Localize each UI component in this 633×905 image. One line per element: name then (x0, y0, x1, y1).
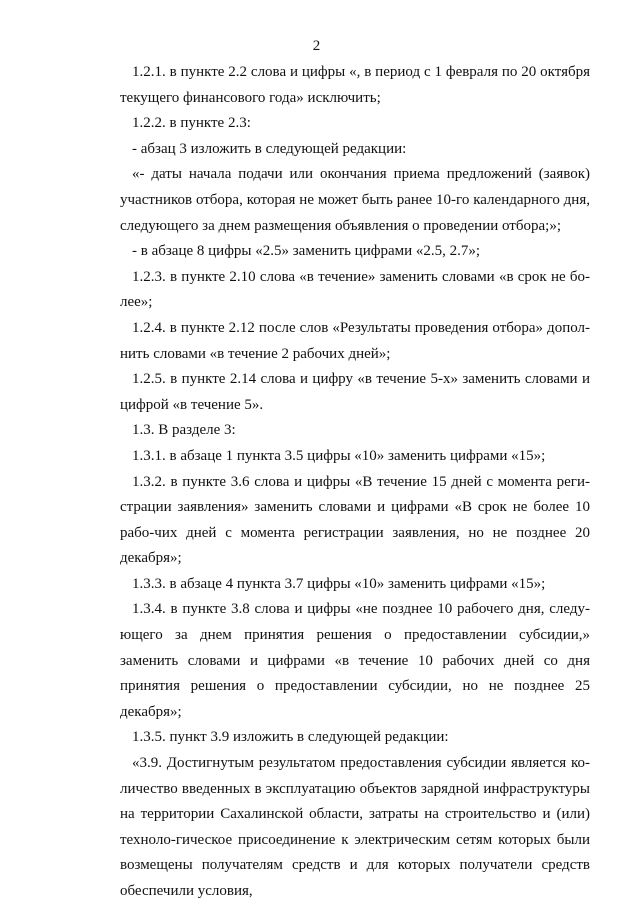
paragraph-1-2-2: 1.2.2. в пункте 2.3: (132, 115, 251, 132)
paragraph-1-2-4: 1.2.4. в пункте 2.12 после слов «Результаты проведения отбора» допол-нить словами «в течение 2 рабочих дней»; (120, 319, 590, 362)
paragraph-1-2-5: 1.2.5. в пункте 2.14 слова и цифру «в течение 5-х» заменить словами и цифрой «в течение 5». (120, 371, 590, 413)
paragraph-abzac-3: - абзац 3 изложить в следующей редакции: (132, 140, 407, 157)
page-number: 2 (312, 38, 321, 54)
paragraph-abzac-8: - в абзаце 8 цифры «2.5» заменить цифрами «2.5, 2.7»; (132, 243, 481, 260)
paragraph-quote-dates: «- даты начала подачи или окончания приема предложений (заявок) участников отбора, которая не может быть ранее 10-го календарного дня, следующего за днем размещения объявления о проведении отбора;»; (120, 166, 590, 234)
paragraph-1-3: 1.3. В разделе 3: (132, 422, 236, 439)
paragraph-1-3-4: 1.3.4. в пункте 3.8 слова и цифры «не позднее 10 рабочего дня, следу-ющего за днем принятия решения о предоставлении субсидии,» заменить словами и цифрами «в течение 10 рабочих дней со дня принятия решения о предоставлении субсидии, но не позднее 25 декабря»; (120, 601, 590, 720)
paragraph-1-3-5: 1.3.5. пункт 3.9 изложить в следующей редакции: (132, 729, 449, 746)
paragraph-1-3-3: 1.3.3. в абзаце 4 пункта 3.7 цифры «10» заменить цифрами «15»; (132, 575, 546, 592)
paragraph-3-9: «3.9. Достигнутым результатом предоставления субсидии является ко-личество введенных в эксплуатацию объектов зарядной инфраструктуры на территории Сахалинской области, затраты на строительство и (или) техноло-гическое присоединение к электрическим сетям которых были возмещены получателям средств и для которых получатели средств обеспечили условия, (120, 755, 590, 899)
paragraph-1-2-3: 1.2.3. в пункте 2.10 слова «в течение» заменить словами «в срок не бо-лее»; (120, 268, 590, 311)
paragraph-1-3-2: 1.3.2. в пункте 3.6 слова и цифры «В течение 15 дней с момента реги-страции заявления» заменить словами и цифрами «В срок не более 10 рабо-чих дней с момента регистрации заявления, но не позднее 20 декабря»; (120, 473, 590, 567)
paragraph-1-3-1: 1.3.1. в абзаце 1 пункта 3.5 цифры «10» заменить цифрами «15»; (132, 447, 546, 464)
document-body (120, 60, 590, 905)
paragraph-1-2-1: 1.2.1. в пункте 2.2 слова и цифры «, в период с 1 февраля по 20 октября текущего финансового года» исключить; (120, 64, 590, 106)
